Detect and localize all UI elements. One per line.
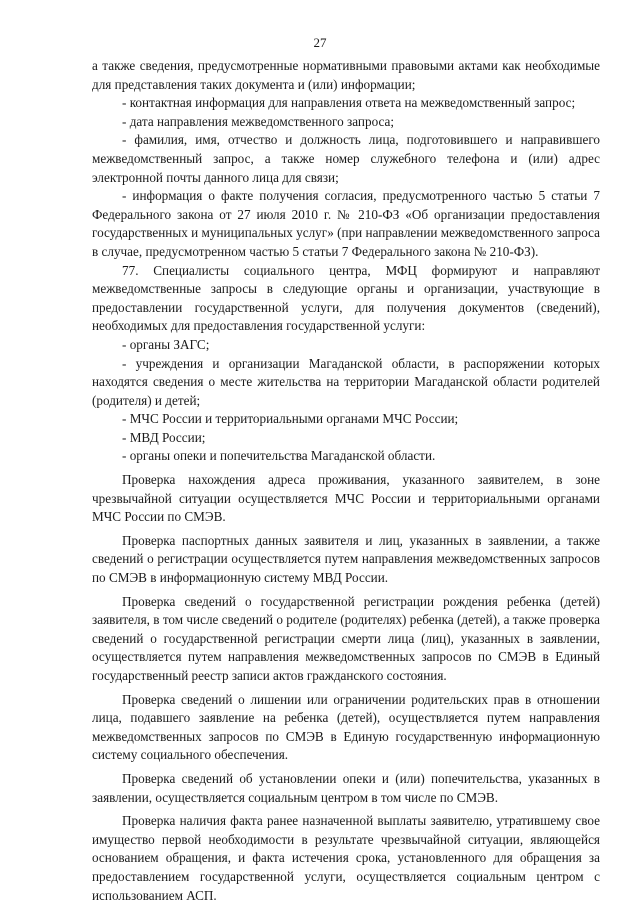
paragraph-address-check: Проверка нахождения адреса проживания, указанного заявителем, в зоне чрезвычайной ситуации осуществляется МЧС России и территориальными органами МЧС России по СМЭВ. [92,472,600,525]
document-body [92,57,600,905]
list-item-request-date: - дата направления межведомственного запроса; [122,113,395,129]
list-item-guardianship: - органы опеки и попечительства Магаданской области. [122,448,436,464]
paragraph-parental-rights-check: Проверка сведений о лишении или ограничении родительских прав в отношении лица, подавшего заявление на ребенка (детей), осуществляется путем направления межведомственных запросов по СМЭВ в Единую государственную информационную систему социального обеспечения. [92,691,600,763]
list-item-magadan-institutions: - учреждения и организации Магаданской области, в распоряжении которых находятся сведения о месте жительства на территории Магаданской области родителей (родителя) и детей; [92,355,600,408]
page-number: 27 [313,35,327,50]
paragraph-prior-payment-check: Проверка наличия факта ранее назначенной выплаты заявителю, утратившему свое имущество первой необходимости в результате чрезвычайной ситуации, являющейся основанием обращения, и факта истечения срока, установленного для обращения за предоставлением государственной услуги, осуществляется социальным центром с использованием АСП. [92,813,600,903]
list-item-consent-info: - информация о факте получения согласия, предусмотренного частью 5 статьи 7 Федерального закона от 27 июля 2010 г. № 210-ФЗ «Об организации предоставления государственных и муниципальных услуг» (при направлении межведомственного запроса в случае, предусмотренном частью 5 статьи 7 Федерального закона № 210-ФЗ). [92,188,600,259]
paragraph-continuation: а также сведения, предусмотренные нормативными правовыми актами как необходимые для представления таких документа и (или) информации; [92,58,600,92]
paragraph-guardianship-check: Проверка сведений об установлении опеки и (или) попечительства, указанных в заявлении, осуществляется социальным центром в том числе по СМЭВ. [92,770,600,805]
paragraph-birth-registration-check: Проверка сведений о государственной регистрации рождения ребенка (детей) заявителя, в том числе сведений о родителе (родителях) ребенка (детей), а также проверка сведений о государственной регистрации смерти лица (лиц), указанных в заявлении, осуществляется путем направления межведомственных запросов по СМЭВ в Единый государственный реестр записи актов гражданского состояния. [92,593,600,683]
list-item-responsible-person: - фамилия, имя, отчество и должность лица, подготовившего и направившего межведомственный запрос, а также номер служебного телефона и (или) адрес электронной почты данного лица для связи; [92,132,600,185]
paragraph-passport-check: Проверка паспортных данных заявителя и лиц, указанных в заявлении, а также сведений о регистрации осуществляется путем направления межведомственных запросов по СМЭВ в информационную систему МВД России. [92,532,600,586]
list-item-zags: - органы ЗАГС; [122,336,210,352]
list-item-mchs: - МЧС России и территориальными органами МЧС России; [122,411,459,427]
list-item-mvd: - МВД России; [122,429,206,445]
paragraph-77: 77. Специалисты социального центра, МФЦ формируют и направляют межведомственные запросы в следующие органы и организации, участвующие в предоставлении государственной услуги, для получения документов (сведений), необходимых для предоставления государственной услуги: [92,262,600,334]
list-item-contact-info: - контактная информация для направления ответа на межведомственный запрос; [122,95,576,111]
